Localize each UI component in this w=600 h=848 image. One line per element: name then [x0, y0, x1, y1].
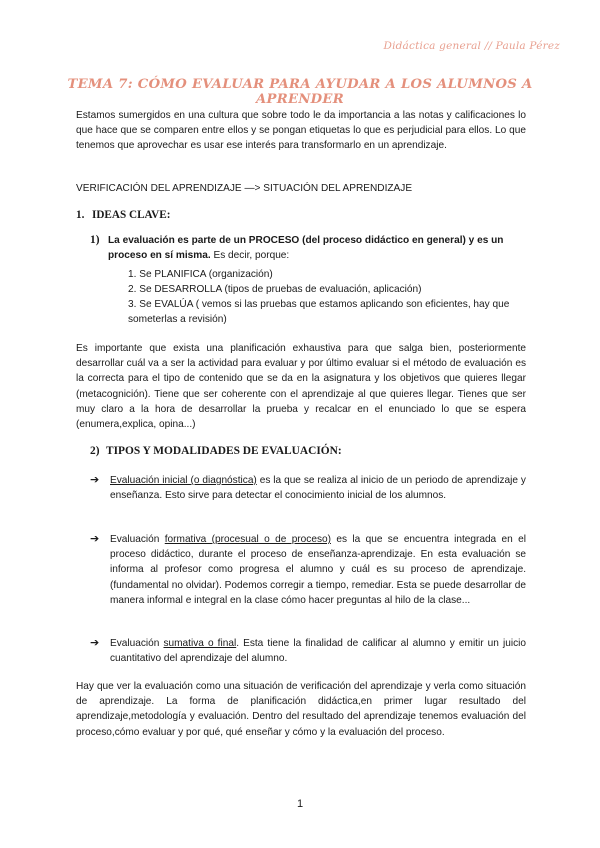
eval-summative-item — [110, 636, 526, 666]
eval-summative-prefix: Evaluación — [110, 638, 164, 649]
eval-initial-text: es la que se realiza al inicio de un periodo de aprendizaje y enseñanza. Esto sirve para detectar el conocimiento inicial de los alumnos. — [110, 475, 526, 502]
eval-formative-term: formativa (procesual o de proceso) — [164, 534, 331, 545]
section-2-number: 2) — [90, 445, 100, 457]
section-1-title: IDEAS CLAVE: — [92, 209, 171, 221]
arrow-icon: ➔ — [90, 637, 100, 649]
list-item: 3. Se EVALÚA ( vemos si las pruebas que estamos aplicando son eficientes, hay que someterlas a revisión) — [128, 299, 510, 326]
intro-paragraph: Estamos sumergidos en una cultura que sobre todo le da importancia a las notas y calificaciones lo que hace que se comparen entre ellos y se pongan etiquetas lo que es perjudicial para ellos. Lo que tenemos que aprovechar es usar ese interés para transformarlo en un aprendizaje. — [76, 110, 526, 152]
section-2-title: TIPOS Y MODALIDADES DE EVALUACIÓN: — [106, 445, 342, 457]
point-1-bold: La evaluación es parte de un PROCESO (del proceso didáctico en general) y es un proceso en sí misma. — [108, 235, 504, 262]
point-1-rest: Es decir, porque: — [210, 250, 290, 262]
eval-formative-prefix: Evaluación — [110, 534, 165, 545]
eval-formative-item — [110, 532, 526, 608]
closing-paragraph: Hay que ver la evaluación como una situación de verificación del aprendizaje y verla como situación de aprendizaje. La forma de planificación didáctica,en primer lugar resultado del aprendizaje,metodología y evaluación. Dentro del resultado del aprendizaje tenemos evaluación del proceso,cómo evaluar y por qué, qué enseñar y cómo y la evaluación del proceso. — [76, 681, 526, 738]
point-1-text — [108, 233, 528, 263]
eval-initial-item — [110, 473, 526, 503]
arrow-icon: ➔ — [90, 533, 100, 545]
eval-summative-text: . Esta tiene la finalidad de calificar al alumno y emitir un juicio cuantitativo del aprendizaje del alumno. — [110, 638, 527, 665]
planning-paragraph: Es importante que exista una planificación exhaustiva para que salga bien, posteriormente desarrollar cuál va a ser la actividad para evaluar y por último evaluar si el método de evaluación es la correcta para el tipo de contenido que se da en la asignatura y los objetivos que quieres llegar (metacognición). Tiene que ser coherente con el aprendizaje al que quieres llegar. Tienes que ser muy claro a la hora de desarrollar la prueba y recalcar en el enunciado lo que se espera (enumera,explica, opina...) — [76, 343, 526, 431]
point-1-number: 1) — [90, 234, 100, 246]
page-number: 1 — [296, 798, 304, 810]
section-1-number: 1. — [76, 209, 85, 221]
verification-line: VERIFICACIÓN DEL APRENDIZAJE —> SITUACIÓN DEL APRENDIZAJE — [76, 183, 413, 194]
section-2-heading — [90, 444, 342, 459]
section-1-heading — [76, 209, 170, 221]
eval-initial-term: Evaluación inicial (o diagnóstica) — [110, 475, 257, 486]
eval-formative-text: es la que se encuentra integrada en el proceso didáctico, durante el proceso de enseñanza-aprendizaje. En esta evaluación se informa al profesor como progresa el alumno y cuál es su proceso de aprendizaje. (fundamental no olvidar). Podemos corregir a tiempo, remediar. Esta se puede desarrollar de manera informal e integral en la clase cómo hacer preguntas al hilo de la clase... — [110, 534, 526, 606]
eval-summative-term: sumativa o final — [163, 638, 237, 649]
page-header: Didáctica general // Paula Pérez — [383, 40, 560, 52]
list-item: 1. Se PLANIFICA (organización) — [128, 269, 273, 280]
list-item: 2. Se DESARROLLA (tipos de pruebas de evaluación, aplicación) — [128, 284, 422, 295]
page-title: TEMA 7: CÓMO EVALUAR PARA AYUDAR A LOS ALUMNOS A APRENDER — [67, 77, 533, 107]
arrow-icon: ➔ — [90, 474, 100, 486]
